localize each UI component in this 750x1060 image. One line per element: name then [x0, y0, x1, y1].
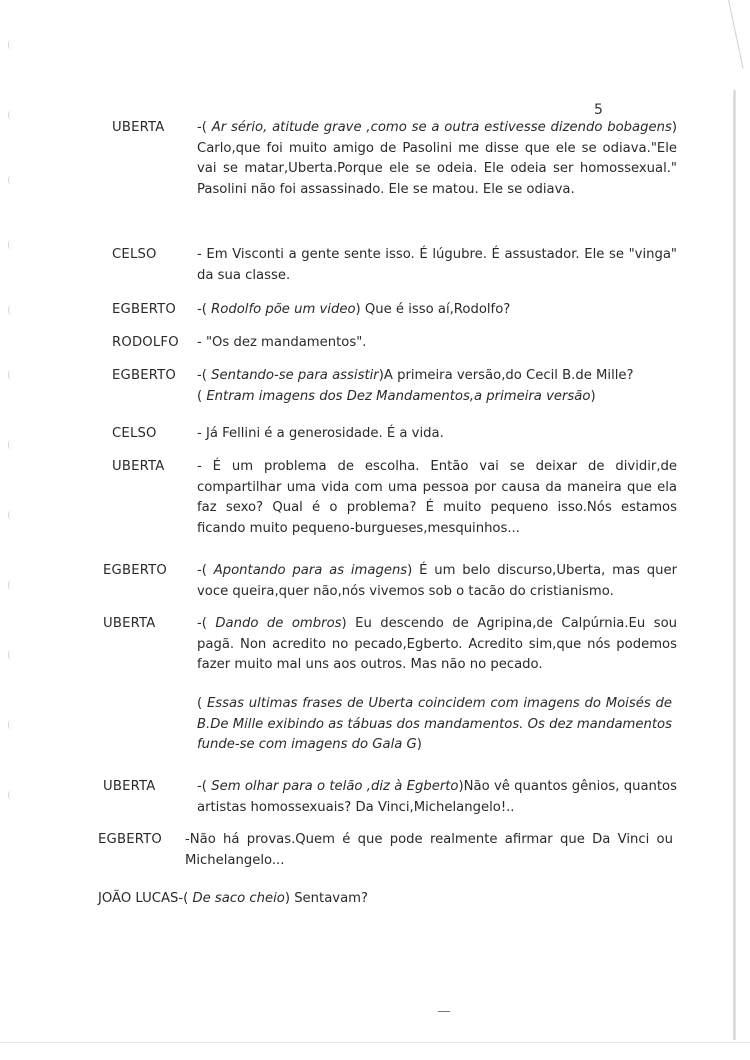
scan-right-edge: [733, 90, 736, 1040]
stage-direction: Ar sério, atitude grave ,como se a outra estivesse dizendo bobagens: [211, 120, 672, 135]
stage-direction: Dando de ombros: [215, 616, 342, 631]
bottom-dash-mark: [438, 1011, 450, 1012]
speaker-name: EGBERTO: [103, 563, 167, 578]
scan-corner-line: [728, 0, 744, 68]
speech-line: A primeira versão,do Cecil B.de Mille?: [383, 368, 634, 383]
stage-direction: Sem olhar para o telão ,diz à Egberto: [211, 779, 459, 794]
scan-bottom-line: [0, 1042, 750, 1043]
speaker-name: EGBERTO: [112, 302, 176, 317]
speaker-name: CELSO: [112, 247, 157, 262]
speaker-name: EGBERTO: [98, 832, 162, 847]
speech-line: - Em Visconti a gente sente isso. É lúgubre. É assustador. Ele se "vinga" da sua classe.: [197, 247, 677, 283]
speaker-name: UBERTA: [103, 779, 156, 794]
speech-line: Não vê quantos gênios, quantos artistas homossexuais? Da Vinci,Michelangelo!..: [197, 779, 677, 815]
stage-note: ( Essas ultimas frases de Uberta coincidem com imagens do Moisés de B.De Mille exibindo as tábuas dos mandamentos. Os dez mandamentos funde-se com imagens do Gala G): [197, 696, 673, 752]
speech-text: -( Apontando para as imagens) É um belo discurso,Uberta, mas quer voce queira,quer não,nós vivemos sob o tacão do cristianismo.: [197, 563, 677, 599]
stage-direction: Sentando-se para assistir: [211, 368, 379, 383]
speech-text: -( Ar sério, atitude grave ,como se a outra estivesse dizendo bobagens) Carlo,que foi muito amigo de Pasolini me disse que ele se odiava."Ele vai se matar,Uberta.Porque ele se odeia. Ele odeia ser homossexual." Pasolini não foi assassinado. Ele se matou. Ele se odiava.: [197, 120, 677, 197]
speech-text: -( Sem olhar para o telão ,diz à Egberto)Não vê quantos gênios, quantos artistas homossexuais? Da Vinci,Michelangelo!..: [197, 779, 677, 815]
speech-text: -( Rodolfo põe um video) Que é isso aí,Rodolfo?: [197, 302, 511, 317]
dialogue-entry: JOÃO LUCAS-( De saco cheio) Sentavam?: [98, 891, 369, 906]
speech-line: Eu descendo de Agripina,de Calpúrnia.Eu sou pagã. Non acredito no pecado,Egberto. Acredito sim,que nós podemos fazer muito mal uns aos outros. Mas não no pecado.: [197, 616, 677, 672]
speech-text: [197, 245, 677, 286]
page-number: 5: [594, 102, 603, 118]
speech-line: - É um problema de escolha. Então vai se deixar de dividir,de compartilhar uma vida com uma pessoa por causa da maneira que ela faz sexo? Qual é o problema? É muito pequeno isso.Nós estamos ficando muito pequeno-burgueses,mesquinhos...: [197, 459, 677, 536]
scan-binding-marks: [0, 0, 30, 1060]
speech-line: -Não há provas.Quem é que pode realmente afirmar que Da Vinci ou Michelangelo...: [185, 832, 673, 868]
speech-text: -( Dando de ombros) Eu descendo de Agripina,de Calpúrnia.Eu sou pagã. Non acredito no pecado,Egberto. Acredito sim,que nós podemos fazer muito mal uns aos outros. Mas não no pecado.: [197, 616, 677, 672]
speech-text: [197, 424, 677, 445]
speech-line: - "Os dez mandamentos".: [197, 335, 367, 350]
speech-text: -( Sentando-se para assistir)A primeira versão,do Cecil B.de Mille? ( Entram imagens dos Dez Mandamentos,a primeira versão): [197, 368, 634, 404]
stage-direction: Rodolfo põe um video: [211, 302, 356, 317]
speech-line: Carlo,que foi muito amigo de Pasolini me disse que ele se odiava."Ele vai se matar,Uberta.Porque ele se odeia. Ele odeia ser homossexual." Pasolini não foi assassinado. Ele se matou. Ele se odiava.: [197, 140, 677, 197]
speech-text: [197, 457, 677, 539]
speaker-name: EGBERTO: [112, 368, 176, 383]
stage-direction: Apontando para as imagens: [213, 563, 408, 578]
speaker-name: UBERTA: [112, 459, 165, 474]
speaker-name: CELSO: [112, 426, 157, 441]
speaker-name: JOÃO LUCAS-: [98, 891, 184, 906]
speech-line: Que é isso aí,Rodolfo?: [364, 302, 511, 317]
speech-text: [185, 830, 673, 871]
speaker-name: RODOLFO: [112, 335, 179, 350]
speech-line: É um belo discurso,Uberta, mas quer voce queira,quer não,nós vivemos sob o tacão do cristianismo.: [197, 563, 677, 599]
speech-text: [197, 333, 677, 354]
stage-direction: De saco cheio: [192, 891, 285, 906]
stage-direction: Entram imagens dos Dez Mandamentos,a primeira versão: [206, 388, 591, 404]
speech-line: Sentavam?: [294, 891, 369, 906]
speech-line: - Já Fellini é a generosidade. É a vida.: [197, 426, 444, 441]
speaker-name: UBERTA: [112, 120, 165, 135]
speaker-name: UBERTA: [103, 616, 156, 631]
stage-direction: Essas ultimas frases de Uberta coincidem com imagens do Moisés de B.De Mille exibindo as tábuas dos mandamentos. Os dez mandamentos funde-se com imagens do Gala G: [197, 696, 673, 752]
